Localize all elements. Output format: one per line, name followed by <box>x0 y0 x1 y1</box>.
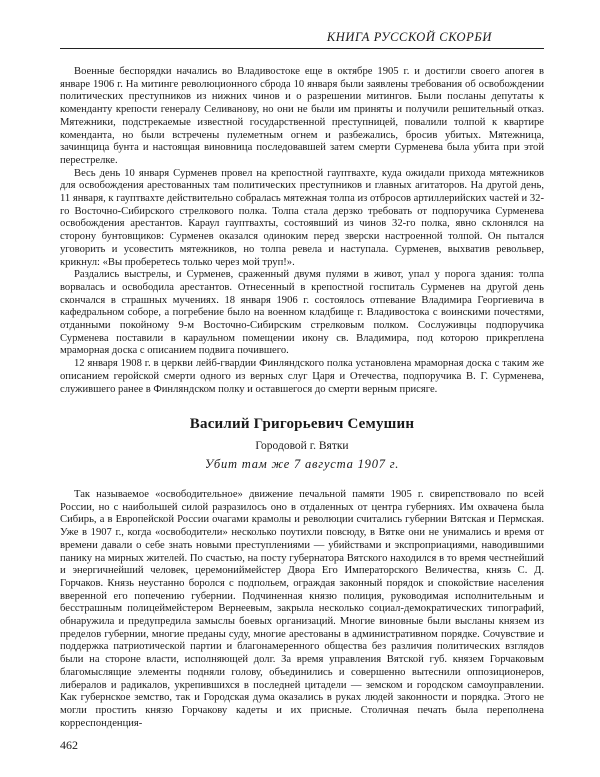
paragraph: Раздались выстрелы, и Сурменев, сраженный двумя пулями в живот, упал у порога здания: толпа ворвалась и освободила арестантов. Отнесенный в крепостной госпиталь Сурменев на другой день скончался в страшных мучениях. 18 января 1906 г. состоялось отпевание Владимира Георгиевича в кафедральном соборе, а погребение было на военном кладбище г. Владивостока с воинскими почестями, отданными покойному 9-м Восточно-Сибирским стрелковым полком. Сослуживцы подпоручика Сурменева поставили в караульном помещении икону св. Владимира, под которою прикреплена мраморная доска с описанием подвига почившего. <box>60 269 544 357</box>
paragraph: Так называемое «освободительное» движение печальной памяти 1905 г. свирепствовало по всей России, но с наибольшей силой разразилось оно в отдаленных от центра губерниях. Им охвачена была Сибирь, а в Европейской России очагами крамолы и революции считались губернии Вятская и Пермская. Уже в 1907 г., когда «освободители» несколько поутихли повсюду, в Вятке они не унимались и время от времени давали о себе знать новыми преступлениями — убийствами и экспроприациями, наводившими панику на мирных жителей. По счастью, на посту губернатора Вятского находился в то время честнейший и энергичнейший человек, церемониймейстер Двора Его Императорского Величества, князь С. Д. Горчаков. Князь неустанно боролся с подпольем, ограждая законный порядок и спокойствие населения вверенной его попечению губернии. Подчиненная князю полиция, руководимая исполнительным и бесстрашным полицеймейстером Вернеевым, закрыла несколько социал-демократических типографий, обнаружила и предупредила замыслы боевых организаций. Многие виновные были высланы князем из пределов губернии, многие преданы суду, многие арестованы в административном порядке. Сочувствие и поддержка патриотической партии и благонамеренного общества без различия политических взглядов были на стороне власти, исполняющей долг. За время управления Вятской губ. князем Горчаковым благомыслящие элементы подняли голову, объединились и совершенно вытеснили оппозиционеров, либералов и радикалов, укрепившихся в последней цитадели — земском и городском самоуправлении. Как губернское земство, так и Городская дума оказались в руках людей законности и порядка. Этого не могли простить князю Горчакову кадеты и их присные. Столичная печать была переполнена корреспонденция- <box>60 489 544 729</box>
section-surmenev-text <box>60 66 544 396</box>
running-header <box>60 30 544 49</box>
paragraph: 12 января 1908 г. в церкви лейб-гвардии Финляндского полка установлена мраморная доска с таким же описанием геройской смерти одного из верных слуг Царя и Отечества, подпоручика В. Г. Сурменева, служившего ранее в Финляндском полку и оставшегося до смерти верным присяге. <box>60 358 544 395</box>
paragraph: Весь день 10 января Сурменев провел на крепостной гауптвахте, куда ожидали прихода мятежников для освобождения арестованных там политических преступников и главных агитаторов. На другой день, 11 января, к гауптвахте действительно собралась мятежная толпа из отбросов артиллерийских частей и 32-го Восточно-Сибирского стрелкового полка. Толпа стала дерзко требовать от подпоручика Сурменева освобождения арестантов. Караул гауптвахты, состоявший из чинов 32-го полка, явно склонялся на сторону бунтовщиков: Сурменев оказался одиноким перед зверски настроенной толпой. Он пытался уговорить и усовестить мятежников, но толпа ревела и наступала. Сурменев, выхватив револьвер, крикнул: «Вы проберетесь только через мой труп!». <box>60 167 544 268</box>
person-role: Городовой г. Вятки <box>255 440 349 452</box>
paragraph: Военные беспорядки начались во Владивостоке еще в октябре 1905 г. и достигли своего апогея в январе 1906 г. На митинге революционного сброда 10 января были заявлены требования об освобождении политических преступников из нижних чинов и о разрешении митингов. Были посланы депутаты к коменданту крепости генералу Селиванову, но они не были им приняты и получили решительный отказ. Мятежники, подстрекаемые известной государственной преступницей, повалили толпой к квартире коменданта, но были встречены пулеметным огнем и разбежались, бросив убитых. Мятежница, зачинщица бунта и настоящая виновница последовавшей затем смерти Сурменева была убита при этой перестрелке. <box>60 66 544 166</box>
section-semushin-text <box>60 489 544 730</box>
page-number: 462 <box>60 738 78 752</box>
person-death-note: Убит там же 7 августа 1907 г. <box>204 457 400 471</box>
running-title: КНИГА РУССКОЙ СКОРБИ <box>326 30 492 44</box>
person-name-heading: Василий Григорьевич Семушин <box>189 416 415 432</box>
